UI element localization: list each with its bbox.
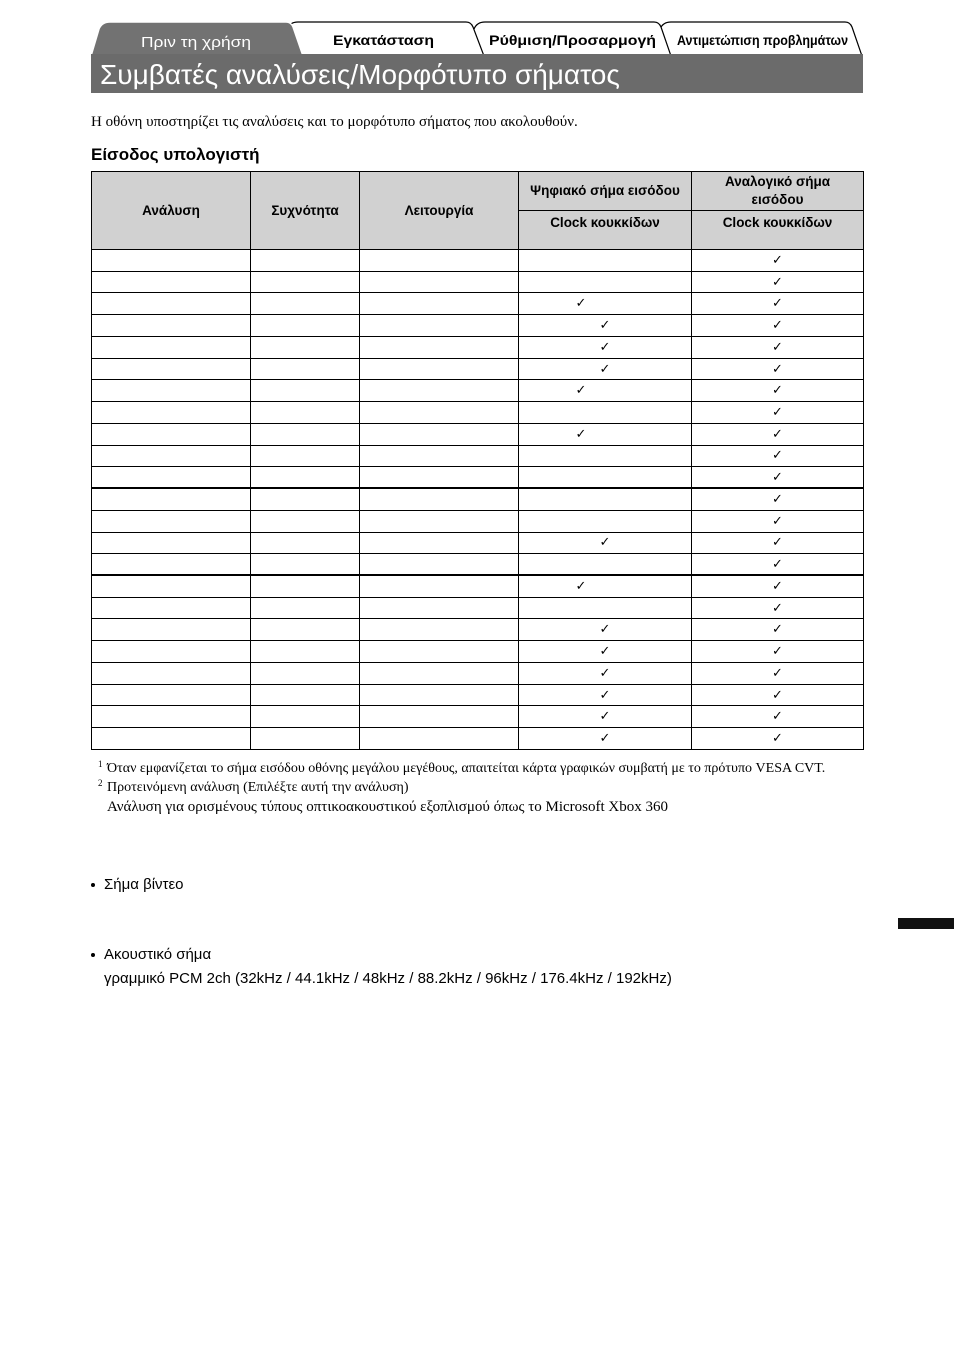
check-icon: ✓ xyxy=(772,274,783,290)
mode-cell xyxy=(360,315,519,337)
mode-cell xyxy=(360,446,519,468)
resolution-cell xyxy=(92,293,251,315)
digital-cell xyxy=(519,446,692,468)
mode-cell xyxy=(360,402,519,424)
check-icon: ✓ xyxy=(772,556,783,572)
mode-cell xyxy=(360,728,519,750)
analog-cell xyxy=(692,315,864,337)
mode-cell xyxy=(360,641,519,663)
footnote-marker: 1 xyxy=(98,759,103,769)
frequency-cell xyxy=(251,402,360,424)
check-icon: ✓ xyxy=(772,644,783,660)
analog-cell xyxy=(692,706,864,728)
header-label: Αναλογικό σήμα εισόδου xyxy=(724,174,831,207)
resolution-cell xyxy=(92,641,251,663)
resolution-cell xyxy=(92,380,251,402)
digital-cell xyxy=(519,706,692,728)
analog-input-header xyxy=(692,172,864,211)
audio-signal-label: Ακουστικό σήμα xyxy=(104,946,212,963)
digital-cell xyxy=(519,598,692,620)
intro-text: Η οθόνη υποστηρίζει τις αναλύσεις και το μορφότυπο σήματος που ακολουθούν. xyxy=(91,114,578,130)
resolution-cell xyxy=(92,446,251,468)
check-icon: ✓ xyxy=(772,535,783,551)
video-signal-label: Σήμα βίντεο xyxy=(104,876,184,893)
title-bar xyxy=(91,54,863,93)
check-icon: ✓ xyxy=(599,709,611,725)
frequency-cell xyxy=(251,424,360,446)
bullet-icon xyxy=(91,953,95,957)
frequency-cell xyxy=(251,337,360,359)
mode-cell xyxy=(360,337,519,359)
check-icon: ✓ xyxy=(575,426,587,442)
check-icon: ✓ xyxy=(599,687,611,703)
check-icon: ✓ xyxy=(772,383,783,399)
digital-cell xyxy=(519,250,692,272)
check-icon: ✓ xyxy=(599,644,611,660)
footnote-text: Ανάλυση για ορισμένους τύπους οπτικοακουστικού εξοπλισμού όπως το Microsoft Xbox 360 xyxy=(107,799,669,815)
check-icon: ✓ xyxy=(772,469,783,485)
frequency-cell xyxy=(251,728,360,750)
mode-cell xyxy=(360,533,519,555)
header-label: Clock κουκκίδων xyxy=(550,215,660,230)
check-icon: ✓ xyxy=(772,622,783,638)
resolution-cell xyxy=(92,424,251,446)
analog-cell xyxy=(692,576,864,598)
digital-cell xyxy=(519,489,692,511)
page-title: Συμβατές αναλύσεις/Μορφότυπο σήματος xyxy=(100,59,620,90)
check-icon: ✓ xyxy=(599,339,611,355)
frequency-cell xyxy=(251,489,360,511)
analog-cell xyxy=(692,467,864,489)
resolution-cell xyxy=(92,402,251,424)
check-icon: ✓ xyxy=(772,687,783,703)
mode-cell xyxy=(360,489,519,511)
analog-cell xyxy=(692,337,864,359)
check-icon: ✓ xyxy=(772,665,783,681)
check-icon: ✓ xyxy=(599,361,611,377)
check-icon: ✓ xyxy=(772,339,783,355)
bullet-icon xyxy=(91,883,95,887)
resolution-table xyxy=(91,171,864,750)
mode-cell xyxy=(360,293,519,315)
check-icon: ✓ xyxy=(772,405,783,420)
mode-cell xyxy=(360,511,519,533)
check-icon: ✓ xyxy=(599,665,611,681)
analog-cell xyxy=(692,489,864,511)
footnote-text: Όταν εμφανίζεται το σήμα εισόδου οθόνης μεγάλου μεγέθους, απαιτείται κάρτα γραφικών συμβατή με το πρότυπο VESA CVT. xyxy=(107,761,826,776)
frequency-cell xyxy=(251,554,360,576)
mode-cell xyxy=(360,250,519,272)
check-icon: ✓ xyxy=(772,252,783,268)
check-icon: ✓ xyxy=(772,426,783,442)
digital-cell xyxy=(519,533,692,555)
resolution-cell xyxy=(92,272,251,294)
mode-cell xyxy=(360,272,519,294)
tab-label: Αντιμετώπιση προβλημάτων xyxy=(677,32,849,48)
analog-cell xyxy=(692,619,864,641)
resolution-cell xyxy=(92,598,251,620)
check-icon: ✓ xyxy=(772,578,783,594)
analog-cell xyxy=(692,598,864,620)
check-icon: ✓ xyxy=(575,383,587,399)
digital-input-header xyxy=(519,172,692,211)
digital-cell xyxy=(519,402,692,424)
header-label: Λειτουργία xyxy=(404,202,474,218)
resolution-cell xyxy=(92,706,251,728)
analog-cell xyxy=(692,424,864,446)
frequency-cell xyxy=(251,293,360,315)
resolution-cell xyxy=(92,663,251,685)
analog-cell xyxy=(692,272,864,294)
digital-cell xyxy=(519,337,692,359)
resolution-cell xyxy=(92,359,251,381)
frequency-cell xyxy=(251,706,360,728)
footnote-marker: 2 xyxy=(98,778,103,788)
digital-cell xyxy=(519,359,692,381)
resolution-cell xyxy=(92,685,251,707)
digital-cell xyxy=(519,293,692,315)
analog-cell xyxy=(692,641,864,663)
mode-cell xyxy=(360,576,519,598)
digital-cell xyxy=(519,467,692,489)
mode-cell xyxy=(360,685,519,707)
mode-header xyxy=(360,172,519,250)
digital-cell xyxy=(519,424,692,446)
frequency-cell xyxy=(251,598,360,620)
mode-cell xyxy=(360,359,519,381)
analog-cell xyxy=(692,685,864,707)
digital-cell xyxy=(519,685,692,707)
resolution-cell xyxy=(92,619,251,641)
analog-cell xyxy=(692,533,864,555)
mode-cell xyxy=(360,467,519,489)
header-label: Ανάλυση xyxy=(142,202,200,218)
frequency-cell xyxy=(251,619,360,641)
section-heading: Είσοδος υπολογιστή xyxy=(91,145,260,164)
check-icon: ✓ xyxy=(772,318,783,334)
check-icon: ✓ xyxy=(772,513,783,529)
analog-cell xyxy=(692,402,864,424)
page-edge-marker xyxy=(898,918,954,929)
digital-cell xyxy=(519,728,692,750)
mode-cell xyxy=(360,663,519,685)
resolution-cell xyxy=(92,576,251,598)
digital-cell xyxy=(519,315,692,337)
check-icon: ✓ xyxy=(772,709,783,725)
check-icon: ✓ xyxy=(599,535,611,551)
tab-troubleshooting[interactable] xyxy=(652,22,862,56)
check-icon: ✓ xyxy=(599,731,611,747)
mode-cell xyxy=(360,380,519,402)
frequency-cell xyxy=(251,272,360,294)
resolution-header xyxy=(92,172,251,250)
header-label: Clock κουκκίδων xyxy=(722,215,833,230)
check-icon: ✓ xyxy=(575,296,587,312)
analog-cell xyxy=(692,380,864,402)
frequency-cell xyxy=(251,511,360,533)
resolution-cell xyxy=(92,728,251,750)
check-icon: ✓ xyxy=(772,448,783,464)
tab-before-use[interactable] xyxy=(91,22,303,56)
mode-cell xyxy=(360,706,519,728)
digital-cell xyxy=(519,511,692,533)
analog-cell xyxy=(692,293,864,315)
analog-cell xyxy=(692,511,864,533)
tab-label: Εγκατάσταση xyxy=(333,32,434,48)
tab-settings-adjustment[interactable] xyxy=(466,22,671,56)
mode-cell xyxy=(360,598,519,620)
digital-dot-clock-header xyxy=(519,211,692,250)
analog-cell xyxy=(692,663,864,685)
digital-cell xyxy=(519,663,692,685)
mode-cell xyxy=(360,554,519,576)
resolution-cell xyxy=(92,315,251,337)
footnote-text: Προτεινόμενη ανάλυση (Επιλέξτε αυτή την ανάλυση) xyxy=(107,780,409,795)
resolution-cell xyxy=(92,511,251,533)
mode-cell xyxy=(360,619,519,641)
frequency-cell xyxy=(251,315,360,337)
check-icon: ✓ xyxy=(772,296,783,312)
resolution-cell xyxy=(92,337,251,359)
analog-dot-clock-header xyxy=(692,211,864,250)
mode-cell xyxy=(360,424,519,446)
digital-cell xyxy=(519,554,692,576)
analog-cell xyxy=(692,446,864,468)
check-icon: ✓ xyxy=(575,578,587,594)
digital-cell xyxy=(519,380,692,402)
check-icon: ✓ xyxy=(772,491,783,507)
tab-installation[interactable] xyxy=(279,22,484,56)
analog-cell xyxy=(692,359,864,381)
resolution-cell xyxy=(92,467,251,489)
analog-cell xyxy=(692,728,864,750)
frequency-cell xyxy=(251,380,360,402)
check-icon: ✓ xyxy=(599,622,611,638)
frequency-cell xyxy=(251,467,360,489)
frequency-cell xyxy=(251,663,360,685)
resolution-cell xyxy=(92,489,251,511)
audio-signal-detail: γραμμικό PCM 2ch (32kHz / 44.1kHz / 48kHz / 88.2kHz / 96kHz / 176.4kHz / 192kHz) xyxy=(104,970,672,987)
digital-cell xyxy=(519,576,692,598)
check-icon: ✓ xyxy=(772,600,783,616)
check-icon: ✓ xyxy=(599,318,611,334)
digital-cell xyxy=(519,619,692,641)
frequency-header xyxy=(251,172,360,250)
frequency-cell xyxy=(251,576,360,598)
analog-cell xyxy=(692,250,864,272)
resolution-cell xyxy=(92,554,251,576)
frequency-cell xyxy=(251,685,360,707)
analog-cell xyxy=(692,554,864,576)
tab-bar xyxy=(0,0,954,60)
digital-cell xyxy=(519,641,692,663)
header-label: Συχνότητα xyxy=(271,202,339,218)
resolution-cell xyxy=(92,533,251,555)
frequency-cell xyxy=(251,533,360,555)
tab-label: Πριν τη χρήση xyxy=(141,35,251,51)
check-icon: ✓ xyxy=(772,731,783,747)
tab-label: Ρύθμιση/Προσαρμογή xyxy=(489,32,656,48)
digital-cell xyxy=(519,272,692,294)
resolution-cell xyxy=(92,250,251,272)
frequency-cell xyxy=(251,641,360,663)
frequency-cell xyxy=(251,446,360,468)
frequency-cell xyxy=(251,359,360,381)
frequency-cell xyxy=(251,250,360,272)
check-icon: ✓ xyxy=(772,361,783,377)
header-label: Ψηφιακό σήμα εισόδου xyxy=(530,183,680,198)
